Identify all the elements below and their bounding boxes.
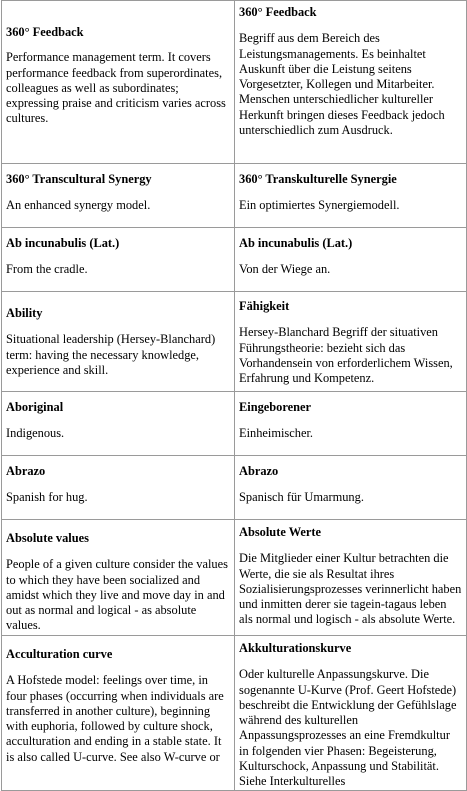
term-german: Abrazo	[239, 464, 279, 478]
definition-german: Hersey-Blanchard Begriff der situativen Führungstheorie: bezieht sich das Vorhandensein von erforderlichem Wissen, Erfahrung und Kompetenz.	[239, 325, 453, 386]
german-cell	[235, 1, 467, 164]
term-english: Aboriginal	[6, 400, 64, 414]
glossary-table	[1, 0, 467, 791]
definition-english: From the cradle.	[6, 262, 88, 277]
definition-english: Situational leadership (Hersey-Blanchard) term: having the necessary knowledge, experience and skill.	[6, 332, 216, 377]
german-cell	[235, 636, 467, 791]
english-cell	[2, 392, 235, 456]
definition-english: A Hofstede model: feelings over time, in four phases (occurring when individuals are transferred in another culture), beginning with euphoria, followed by culture shock, acculturation and ending in a stable state. It is also called U-curve. See also W-curve or	[6, 673, 224, 764]
definition-english: An enhanced synergy model.	[6, 198, 151, 213]
definition-german: Von der Wiege an.	[239, 262, 331, 277]
term-english: Acculturation curve	[6, 647, 113, 661]
english-cell	[2, 292, 235, 392]
term-german: Fähigkeit	[239, 299, 290, 313]
table-row	[2, 1, 467, 164]
table-row	[2, 228, 467, 292]
definition-english: Indigenous.	[6, 426, 65, 441]
term-german: Absolute Werte	[239, 525, 322, 539]
table-row	[2, 456, 467, 520]
term-english: 360° Transcultural Synergy	[6, 172, 152, 186]
definition-german: Begriff aus dem Bereich des Leistungsmanagements. Es beinhaltet Auskunft über die Leistung seitens Vorgesetzter, Kollegen und Mitarbeiter. Menschen unterschiedlicher kultureller Herkunft bringen dieses Feedback jedoch unterschiedlich zum Ausdruck.	[239, 31, 445, 138]
english-cell	[2, 456, 235, 520]
english-cell	[2, 164, 235, 228]
german-cell	[235, 228, 467, 292]
english-cell	[2, 1, 235, 164]
term-english: Absolute values	[6, 531, 89, 545]
german-cell	[235, 164, 467, 228]
term-german: 360° Feedback	[239, 5, 317, 19]
english-cell	[2, 520, 235, 636]
definition-german: Spanisch für Umarmung.	[239, 490, 364, 505]
german-cell	[235, 392, 467, 456]
german-cell	[235, 520, 467, 636]
german-cell	[235, 456, 467, 520]
english-cell	[2, 228, 235, 292]
german-cell	[235, 292, 467, 392]
term-german: Eingeborener	[239, 400, 312, 414]
definition-english: Performance management term. It covers performance feedback from superordinates, colleagues as well as subordinates; expressing praise and criticism varies across cultures.	[6, 50, 226, 126]
term-german: Akkulturationskurve	[239, 641, 352, 655]
definition-german: Einheimischer.	[239, 426, 313, 441]
english-cell	[2, 636, 235, 791]
table-row	[2, 392, 467, 456]
definition-german: Ein optimiertes Synergiemodell.	[239, 198, 400, 213]
definition-german: Die Mitglieder einer Kultur betrachten die Werte, die sie als Resultat ihres Sozialisierungsprozesses verinnerlicht haben und inmitten derer sie tagein-tagaus leben als normal und logisch - als absolute Werte.	[239, 551, 462, 627]
table-row	[2, 636, 467, 791]
term-english: 360° Feedback	[6, 25, 84, 39]
table-row	[2, 520, 467, 636]
definition-english: Spanish for hug.	[6, 490, 88, 505]
table-row	[2, 164, 467, 228]
table-row	[2, 292, 467, 392]
term-english: Ability	[6, 306, 43, 320]
term-english: Abrazo	[6, 464, 46, 478]
term-german: 360° Transkulturelle Synergie	[239, 172, 397, 186]
definition-german: Oder kulturelle Anpassungskurve. Die sogenannte U-Kurve (Prof. Geert Hofstede) beschreibt die Entwicklung der Gefühlslage während des kulturellen Anpassungsprozesses an eine Fremdkultur in folgenden vier Phasen: Begeisterung, Kulturschock, Anpassung und Stabilität. Siehe Interkulturelles	[239, 667, 457, 789]
definition-english: People of a given culture consider the values to which they have been socialized and amidst which they live and move day in and out as normal and logical - as absolute values.	[6, 557, 228, 633]
term-english: Ab incunabulis (Lat.)	[6, 236, 120, 250]
term-german: Ab incunabulis (Lat.)	[239, 236, 353, 250]
